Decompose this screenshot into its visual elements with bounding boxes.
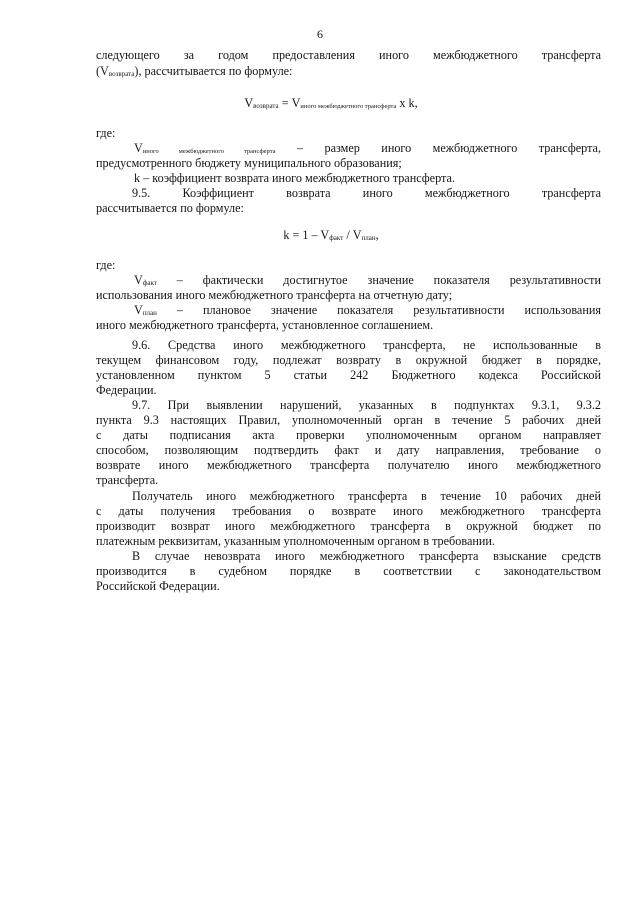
paragraph-line: Федерации. [96, 383, 157, 397]
paragraph-line: использования иного межбюджетного трансферта на отчетную дату; [96, 288, 453, 302]
paragraph-line: производит возврат иного межбюджетного трансферта в окружной бюджет по [96, 519, 601, 533]
paragraph-line: где: [96, 126, 116, 140]
paragraph-line: с даты получения требования о возврате иного межбюджетного трансферта [96, 504, 601, 518]
paragraph-line: способом, позволяющим подтвердить факт и дату направления, требование о [96, 443, 601, 457]
formula-coefficient: $k = 1 - V_{факт} / V_{план}$, [283, 228, 379, 242]
paragraph-line: текущем финансовом году, подлежат возврату в окружной бюджет в порядке, [96, 353, 601, 367]
paragraph-line: следующего за годом предоставления иного межбюджетного трансферта [96, 48, 601, 62]
paragraph-line: производится в судебном порядке в соответствии с законодательством [96, 564, 601, 578]
definition-line: $V_{иного межбюджетного трансферта}$ – размер иного межбюджетного трансферта, [134, 141, 601, 155]
paragraph-line: рассчитывается по формуле: [96, 201, 244, 215]
paragraph-line: трансферта. [96, 473, 159, 487]
paragraph-line: предусмотренного бюджету муниципального образования; [96, 156, 402, 170]
formula-return-volume: $V_{возврата} = V_{иного межбюджетного трансферта}$ x k, [244, 96, 418, 110]
paragraph-line: 9.7. При выявлении нарушений, указанных в подпунктах 9.3.1, 9.3.2 [132, 398, 601, 412]
definition-line: k – коэффициент возврата иного межбюджетного трансферта. [134, 171, 455, 185]
paragraph-line: $(V_{возврата})$, рассчитывается по формуле: [96, 64, 293, 78]
paragraph-line: пункта 9.3 настоящих Правил, уполномоченный орган в течение 5 рабочих дней [96, 413, 601, 427]
paragraph-line: иного межбюджетного трансферта, установленное соглашением. [96, 318, 434, 332]
paragraph-line: 9.5. Коэффициент возврата иного межбюджетного трансферта [132, 186, 601, 200]
definition-line: $V_{факт}$ – фактически достигнутое значение показателя результативности [134, 273, 601, 287]
paragraph-line: Получатель иного межбюджетного трансферта в течение 10 рабочих дней [132, 489, 601, 503]
paragraph-line: платежным реквизитам, указанным уполномоченным органом в требовании. [96, 534, 495, 548]
paragraph-line: Российской Федерации. [96, 579, 220, 593]
paragraph-line: В случае невозврата иного межбюджетного трансферта взыскание средств [132, 549, 601, 563]
paragraph-line: где: [96, 258, 116, 272]
paragraph-line: установленном пунктом 5 статьи 242 Бюджетного кодекса Российской [96, 368, 601, 382]
definition-line: $V_{план}$ – плановое значение показателя результативности использования [134, 303, 601, 317]
paragraph-line: возврате иного межбюджетного трансферта получателю иного межбюджетного [96, 458, 601, 472]
paragraph-line: с даты подписания акта проверки уполномоченным органом направляет [96, 428, 601, 442]
page-number: 6 [317, 27, 323, 41]
paragraph-line: 9.6. Средства иного межбюджетного трансферта, не использованные в [132, 338, 601, 352]
